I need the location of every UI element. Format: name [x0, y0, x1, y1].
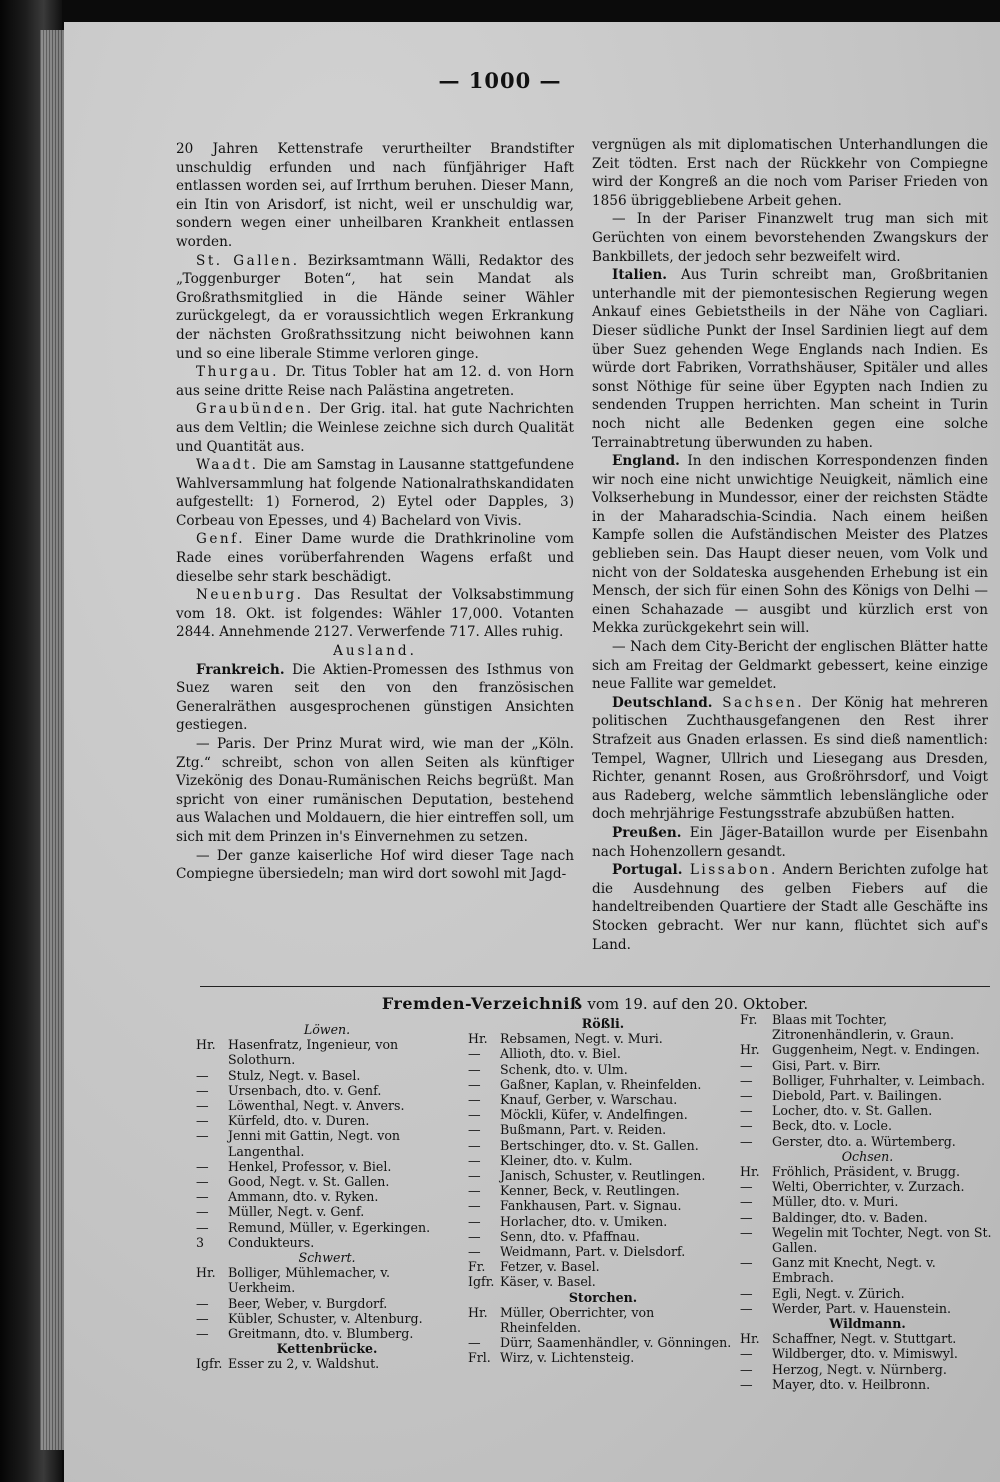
entry-prefix: Igfr. — [468, 1274, 495, 1290]
entry-text: Jenni mit Gattin, Negt. von Langenthal. — [228, 1128, 401, 1159]
entry-prefix: — — [740, 1376, 753, 1392]
register-entry — [468, 1153, 738, 1168]
entry-text: Rebsamen, Negt. v. Muri. — [500, 1031, 663, 1047]
entry-prefix: Hr. — [740, 1164, 760, 1180]
paragraph-thurgau — [176, 363, 574, 400]
entry-text: Bußmann, Part. v. Reiden. — [500, 1122, 667, 1138]
entry-prefix: — — [740, 1103, 753, 1119]
paragraph-st-gallen — [176, 252, 574, 364]
register-entry — [740, 1362, 995, 1377]
paragraph-text: Bezirksamtmann Wälli, Redaktor des „Toggenburger Boten“, hat sein Mandat als Großrathsmitglied in die Hände seiner Wähler zurückgelegt, da er voraussichtlich wegen Erkrankung der nächsten Großrathssitzung nicht beiwohnen kann und so eine liberale Stimme verloren ginge. — [176, 252, 575, 362]
register-entry — [468, 1107, 738, 1122]
entry-prefix: — — [468, 1244, 481, 1260]
entry-text: Müller, dto. v. Muri. — [772, 1194, 899, 1210]
entry-prefix: — — [196, 1219, 209, 1235]
entry-text: Condukteurs. — [228, 1234, 315, 1250]
entry-text: Remund, Müller, v. Egerkingen. — [228, 1219, 431, 1235]
entry-text: Schaffner, Negt. v. Stuttgart. — [772, 1331, 957, 1347]
register-dates: vom 19. auf den 20. Oktober. — [582, 995, 809, 1013]
entry-text: Ammann, dto. v. Ryken. — [228, 1189, 379, 1205]
register-entry — [740, 1179, 995, 1194]
register-entry — [196, 1356, 458, 1371]
entry-prefix: — — [740, 1300, 753, 1316]
register-entry — [468, 1229, 738, 1244]
register-entry — [196, 1098, 458, 1113]
entry-text: Blaas mit Tochter, Zitronenhändlerin, v. Graun. — [772, 1012, 954, 1043]
register-entry — [196, 1083, 458, 1098]
paragraph-text: Die Aktien-Promessen des Isthmus von Suez waren seit den von den französischen Generalräthen ausgesprochenen günstigen Ansichten gestiegen. — [176, 661, 574, 734]
register-entry — [468, 1077, 738, 1092]
entry-prefix: — — [468, 1076, 481, 1092]
entry-prefix: — — [740, 1057, 753, 1073]
entry-text: Fankhausen, Part. v. Signau. — [500, 1198, 682, 1214]
entry-prefix: Hr. — [196, 1265, 216, 1281]
entry-text: Hasenfratz, Ingenieur, von Solothurn. — [228, 1037, 399, 1068]
register-entry — [196, 1311, 458, 1326]
register-entry — [740, 1088, 995, 1103]
register-entry — [740, 1103, 995, 1118]
register-inn-heading: Schwert. — [298, 1250, 356, 1266]
paragraph-deutschland — [592, 694, 988, 824]
register-entry — [740, 1164, 995, 1179]
register-entry — [740, 1301, 995, 1316]
register-entry — [468, 1350, 738, 1365]
entry-text: Möckli, Küfer, v. Andelfingen. — [500, 1107, 688, 1123]
entry-prefix: — — [468, 1228, 481, 1244]
entry-prefix: — — [468, 1107, 481, 1123]
paragraph-portugal — [592, 861, 988, 954]
entry-prefix: — — [196, 1295, 209, 1311]
entry-text: Gerster, dto. a. Würtemberg. — [772, 1133, 956, 1149]
entry-text: Kleiner, dto. v. Kulm. — [500, 1152, 633, 1168]
entry-text: Kenner, Beck, v. Reutlingen. — [500, 1183, 680, 1199]
page-number: — 1000 — — [438, 68, 562, 93]
entry-prefix: — — [196, 1326, 209, 1342]
register-entry — [468, 1274, 738, 1289]
register-entry — [468, 1122, 738, 1137]
entry-prefix: — — [740, 1255, 753, 1271]
entry-text: Bolliger, Mühlemacher, v. Uerkheim. — [228, 1265, 391, 1296]
entry-text: Fröhlich, Präsident, v. Brugg. — [772, 1164, 961, 1180]
register-title: Fremden-Verzeichniß — [381, 994, 583, 1013]
register-entry — [196, 1265, 458, 1295]
paragraph-text: Dr. Titus Tobler hat am 12. d. von Horn aus seine dritte Reise nach Palästina angetreten. — [176, 364, 574, 399]
place-label: Genf. — [196, 531, 246, 548]
register-title-line — [200, 994, 990, 1013]
entry-prefix: — — [468, 1092, 481, 1108]
register-entry — [196, 1113, 458, 1128]
entry-text: Baldinger, dto. v. Baden. — [772, 1209, 928, 1225]
register-entry — [468, 1062, 738, 1077]
entry-prefix: Frl. — [468, 1350, 491, 1366]
register-entry — [740, 1210, 995, 1225]
entry-text: Greitmann, dto. v. Blumberg. — [228, 1326, 414, 1342]
entry-text: Bolliger, Fuhrhalter, v. Leimbach. — [772, 1072, 986, 1088]
entry-prefix: — — [468, 1046, 481, 1062]
entry-text: Gisi, Part. v. Birr. — [772, 1057, 881, 1073]
register-entry — [468, 1335, 738, 1350]
entry-prefix: — — [468, 1183, 481, 1199]
entry-text: Kürfeld, dto. v. Duren. — [228, 1113, 370, 1129]
entry-text: Käser, v. Basel. — [500, 1274, 596, 1290]
entry-text: Löwenthal, Negt. v. Anvers. — [228, 1098, 405, 1114]
register-entry — [740, 1042, 995, 1057]
paragraph-continuation: 20 Jahren Kettenstrafe verurtheilter Brandstifter unschuldig erfunden und nach fünfjähriger Haft entlassen worden sei, auf Irrthum beruhen. Dieser Mann, ein Itin von Arisdorf, ist nicht, weil er unschuldig war, sondern wegen einer unheilbaren Krankheit entlassen worden. — [176, 141, 574, 250]
register-entry — [196, 1159, 458, 1174]
country-heading: England. — [612, 453, 680, 470]
entry-prefix: — — [740, 1346, 753, 1362]
entry-prefix: — — [196, 1310, 209, 1326]
register-entry — [740, 1118, 995, 1133]
entry-prefix: — — [740, 1361, 753, 1377]
register-entry — [196, 1326, 458, 1341]
entry-text: Beer, Weber, v. Burgdorf. — [228, 1295, 388, 1311]
register-entry — [468, 1046, 738, 1061]
paragraph-text: Ein Jäger-Bataillon wurde per Eisenbahn nach Hohenzollern gesandt. — [592, 824, 988, 860]
entry-prefix: — — [468, 1122, 481, 1138]
entry-text: Henkel, Professor, v. Biel. — [228, 1158, 392, 1174]
register-entry — [468, 1168, 738, 1183]
entry-text: Beck, dto. v. Locle. — [772, 1118, 892, 1134]
text-column-right — [592, 136, 988, 954]
entry-prefix: — — [740, 1179, 753, 1195]
entry-prefix: — — [196, 1067, 209, 1083]
register-entry — [740, 1225, 995, 1255]
country-heading: Portugal. — [612, 862, 683, 879]
entry-prefix: Hr. — [740, 1042, 760, 1058]
country-heading: Frankreich. — [196, 661, 285, 678]
register-entry — [468, 1138, 738, 1153]
entry-prefix: — — [740, 1194, 753, 1210]
register-entry — [196, 1037, 458, 1067]
entry-prefix: — — [196, 1082, 209, 1098]
paragraph-compiegne: — Der ganze kaiserliche Hof wird dieser Tage nach Compiegne übersiedeln; man wird dort sowohl mit Jagd- — [176, 847, 574, 883]
register-entry — [468, 1244, 738, 1259]
register-entry — [196, 1128, 458, 1158]
register-entry — [468, 1259, 738, 1274]
entry-prefix: Fr. — [468, 1259, 486, 1275]
entry-prefix: — — [468, 1137, 481, 1153]
paragraph-finanzwelt: — In der Pariser Finanzwelt trug man sich mit Gerüchten von einem bevorstehenden Zwangskurs der Bankbillets, der jedoch sehr bezweifelt wird. — [592, 211, 988, 265]
entry-prefix: — — [468, 1213, 481, 1229]
entry-prefix: — — [740, 1072, 753, 1088]
entry-text: Senn, dto. v. Pfaffnau. — [500, 1228, 640, 1244]
entry-prefix: — — [196, 1098, 209, 1114]
paragraph-preussen — [592, 824, 988, 861]
register-entry — [196, 1174, 458, 1189]
register-inn-heading: Löwen. — [303, 1022, 351, 1037]
entry-text: Diebold, Part. v. Bailingen. — [772, 1088, 943, 1104]
entry-prefix: — — [196, 1174, 209, 1190]
entry-text: Knauf, Gerber, v. Warschau. — [500, 1092, 678, 1108]
register-entry — [468, 1092, 738, 1107]
country-heading: Preußen. — [612, 824, 682, 841]
paragraph-text: In den indischen Korrespondenzen finden wir noch eine nicht unwichtige Neuigkeit, nämlich eine Volkserhebung in Mundessor, einer der reichsten Städte in der Maharadschia-Scindia. Nach einem heißen Kampfe sollen die Aufständischen Meister des Platzes geblieben sein. Das Haupt dieser neuen, vom Volk und nicht von der Soldateska ausgehenden Erhebung ist ein Mensch, der sich für einen Sohn des Königs von Delhi — einen Schahazade — ausgibt und kürzlich erst von Mekka zurückgekehrt sein will. — [592, 453, 988, 637]
entry-text: Herzog, Negt. v. Nürnberg. — [772, 1361, 947, 1377]
register-entry — [196, 1220, 458, 1235]
entry-text: Wildberger, dto. v. Mimiswyl. — [772, 1346, 958, 1362]
paragraph-continuation: vergnügen als mit diplomatischen Unterhandlungen die Zeit tödten. Erst nach der Rückkehr von Compiegne wird der Kongreß an die noch vom Pariser Frieden von 1856 übriggebliebene Arbeit gehen. — [592, 137, 988, 209]
place-label: St. Gallen. — [196, 252, 300, 269]
entry-text: Weidmann, Part. v. Dielsdorf. — [500, 1244, 686, 1260]
entry-text: Fetzer, v. Basel. — [500, 1259, 600, 1275]
paragraph-text: Einer Dame wurde die Drathkrinoline vom Rade eines vorüberfahrenden Wagens erfaßt und dieselbe sehr stark beschädigt. — [176, 531, 574, 585]
entry-text: Janisch, Schuster, v. Reutlingen. — [500, 1168, 706, 1184]
entry-prefix: — — [740, 1224, 753, 1240]
paragraph-city-bericht: — Nach dem City-Bericht der englischen Blätter hatte sich am Freitag der Geldmarkt gebessert, keine einzige neue Fallite war gemeldet. — [592, 639, 988, 693]
entry-prefix: — — [740, 1118, 753, 1134]
entry-text: Guggenheim, Negt. v. Endingen. — [772, 1042, 980, 1058]
country-heading: Italien. — [612, 267, 668, 284]
paragraph-paris: — Paris. Der Prinz Murat wird, wie man der „Köln. Ztg.“ schreibt, schon von allen Seiten als künftiger Vizekönig des Donau-Rumänischen Reichs begrüßt. Man spricht von einer rumänischen Deputation, bestehend aus Walachen und Moldauern, die hier eintreffen soll, um sich mit dem Prinzen in's Einvernehmen zu setzen. — [176, 736, 574, 845]
register-entry — [468, 1031, 738, 1046]
entry-text: Wirz, v. Lichtensteig. — [500, 1350, 635, 1366]
register-entry — [740, 1377, 995, 1392]
entry-text: Mayer, dto. v. Heilbronn. — [772, 1376, 931, 1392]
register-entry — [196, 1296, 458, 1311]
register-inn-heading: Wildmann. — [829, 1316, 906, 1332]
entry-text: Kübler, Schuster, v. Altenburg. — [228, 1310, 423, 1326]
text-column-left — [176, 140, 574, 884]
register-entry — [740, 1073, 995, 1088]
paragraph-text: Die am Samstag in Lausanne stattgefundene Wahlversammlung hat folgende Nationalrathskandidaten aufgestellt: 1) Fornerod, 2) Eytel oder Dapples, 3) Corbeau von Epesses, und 4) Bachelard von Vivis. — [176, 457, 574, 529]
entry-prefix: — — [196, 1128, 209, 1144]
entry-prefix: — — [196, 1113, 209, 1129]
entry-text: Stulz, Negt. v. Basel. — [228, 1067, 361, 1083]
entry-prefix: — — [468, 1335, 481, 1351]
entry-prefix: Fr. — [740, 1012, 758, 1027]
register-entry — [740, 1194, 995, 1209]
register-inn-heading: Rößli. — [581, 1016, 625, 1031]
entry-text: Allioth, dto. v. Biel. — [500, 1046, 621, 1062]
paragraph-genf — [176, 530, 574, 586]
register-inn-heading: Storchen. — [568, 1289, 638, 1305]
entry-prefix: — — [196, 1189, 209, 1205]
register-entry — [468, 1214, 738, 1229]
register-entry — [196, 1235, 458, 1250]
paragraph-italien — [592, 266, 988, 452]
country-heading: Deutschland. — [612, 694, 713, 711]
register-entry — [740, 1346, 995, 1361]
register-entry — [196, 1068, 458, 1083]
entry-prefix: Hr. — [468, 1031, 488, 1047]
paragraph-graubuenden — [176, 400, 574, 456]
register-entry — [740, 1286, 995, 1301]
entry-text: Welti, Oberrichter, v. Zurzach. — [772, 1179, 965, 1195]
register-entry — [740, 1331, 995, 1346]
paragraph-text: Der Grig. ital. hat gute Nachrichten aus dem Veltlin; die Weinlese zeichne sich durch Qualität und Quantität aus. — [176, 401, 574, 455]
entry-text: Ursenbach, dto. v. Genf. — [228, 1082, 382, 1098]
paragraph-waadt — [176, 456, 574, 530]
register-entry — [196, 1189, 458, 1204]
entry-text: Bertschinger, dto. v. St. Gallen. — [500, 1137, 699, 1153]
register-entry — [468, 1305, 738, 1335]
register-inn-heading: Ochsen. — [841, 1148, 894, 1164]
entry-text: Good, Negt. v. St. Gallen. — [228, 1174, 390, 1190]
entry-prefix: — — [468, 1168, 481, 1184]
entry-text: Müller, Negt. v. Genf. — [228, 1204, 365, 1220]
entry-prefix: — — [468, 1061, 481, 1077]
entry-text: Wegelin mit Tochter, Negt. von St. Gallen. — [772, 1224, 992, 1256]
entry-prefix: Igfr. — [196, 1356, 223, 1372]
register-column-1 — [196, 1022, 458, 1372]
place-label: Sachsen. — [712, 694, 805, 711]
paragraph-england — [592, 452, 988, 638]
place-label: Neuenburg. — [196, 587, 304, 604]
entry-prefix: — — [740, 1133, 753, 1149]
entry-prefix: — — [196, 1204, 209, 1220]
place-label: Graubünden. — [196, 401, 314, 418]
paragraph-frankreich — [176, 661, 574, 735]
register-entry — [468, 1198, 738, 1213]
entry-prefix: — — [468, 1198, 481, 1214]
register-entry — [740, 1058, 995, 1073]
paragraph-text: Der König hat mehreren politischen Zuchthausgefangenen den Rest ihrer Strafzeit aus Gnaden erlassen. Es sind dieß namentlich: Tempel, Wagner, Ullrich und Liesegang aus Dresden, Richter, genannt Rosen, aus Großröhrsdorf, und Voigt aus Radeberg, welche sämmtlich lebenslängliche oder doch mehrjährige Festungsstrafe abzubüßen hatten. — [592, 694, 988, 823]
entry-text: Horlacher, dto. v. Umiken. — [500, 1213, 668, 1229]
register-column-2 — [468, 1016, 738, 1366]
entry-text: Gaßner, Kaplan, v. Rheinfelden. — [500, 1076, 702, 1092]
paragraph-text: Das Resultat der Volksabstimmung vom 18. Okt. ist folgendes: Wähler 17,000. Votanten 2844. Annehmende 2127. Verwerfende 717. Alles ruhig. — [176, 587, 574, 641]
entry-prefix: Hr. — [468, 1304, 488, 1320]
register-entry — [740, 1012, 995, 1042]
entry-text: Egli, Negt. v. Zürich. — [772, 1285, 905, 1301]
entry-prefix: — — [740, 1209, 753, 1225]
entry-prefix: Hr. — [196, 1037, 216, 1053]
entry-prefix: — — [740, 1088, 753, 1104]
place-label: Waadt. — [196, 457, 259, 474]
register-column-3 — [740, 1012, 995, 1392]
divider-rule — [200, 986, 990, 987]
entry-prefix: 3 — [196, 1234, 205, 1250]
place-label: Thurgau. — [196, 364, 279, 381]
entry-text: Ganz mit Knecht, Negt. v. Embrach. — [772, 1255, 936, 1286]
entry-prefix: Hr. — [740, 1331, 760, 1347]
entry-prefix: — — [740, 1285, 753, 1301]
place-label: Lissabon. — [682, 862, 778, 879]
paragraph-text: Aus Turin schreibt man, Großbritanien unterhandle mit der piemontesischen Regierung wegen Ankauf eines Gebietstheils in der Nähe von Cagliari. Dieser südliche Punkt der Insel Sardinien liegt auf dem über Suez gehenden Wege Englands nach Indien. Es würde dort Fabriken, Vorrathshäuser, Spitäler und alles sonst Nöthige für seine über Egypten nach Indien zu sendenden Truppen herrichten. Man scheint in Turin noch nicht alle Bedenken gegen eine solche Terrainabtretung überwunden zu haben. — [592, 267, 988, 451]
entry-text: Locher, dto. v. St. Gallen. — [772, 1103, 933, 1119]
entry-text: Dürr, Saamenhändler, v. Gönningen. — [500, 1335, 732, 1351]
entry-prefix: — — [196, 1158, 209, 1174]
register-entry — [740, 1255, 995, 1285]
register-entry — [196, 1204, 458, 1219]
register-entry — [468, 1183, 738, 1198]
paragraph-text: Andern Berichten zufolge hat die Ausdehnung des gelben Fiebers auf die handeltreibenden Quartiere der Stadt alle Geschäfte ins Stocken gebracht. Wer nur kann, flüchtet sich auf's Land. — [592, 862, 988, 953]
entry-text: Müller, Oberrichter, von Rheinfelden. — [500, 1304, 655, 1336]
entry-text: Werder, Part. v. Hauenstein. — [772, 1300, 951, 1316]
paragraph-neuenburg — [176, 586, 574, 642]
register-entry — [740, 1134, 995, 1149]
entry-text: Schenk, dto. v. Ulm. — [500, 1061, 628, 1077]
entry-prefix: — — [468, 1152, 481, 1168]
section-heading-ausland: Ausland. — [333, 643, 417, 660]
entry-text: Esser zu 2, v. Waldshut. — [228, 1356, 380, 1372]
register-inn-heading: Kettenbrücke. — [276, 1341, 378, 1357]
